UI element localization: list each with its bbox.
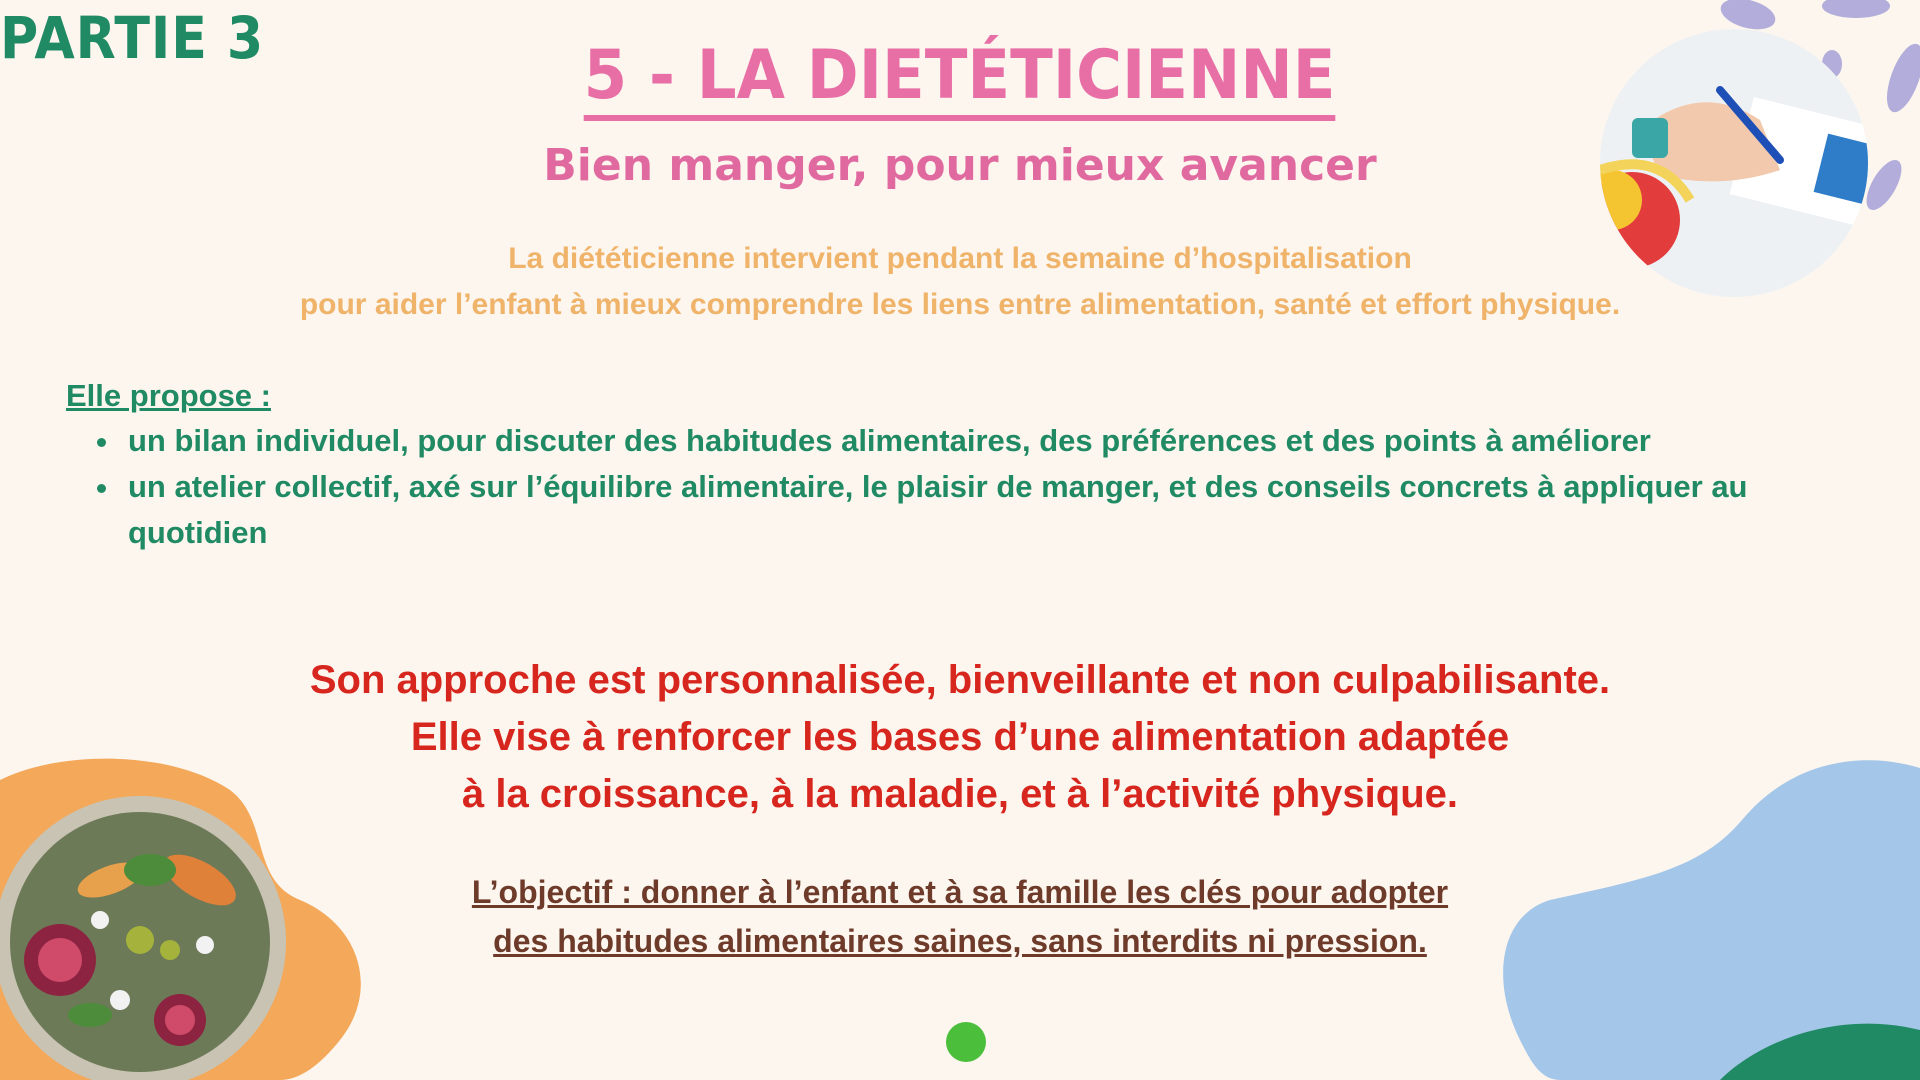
- green-dot-marker: [946, 1022, 986, 1062]
- list-item: • un bilan individuel, pour discuter des habitudes alimentaires, des préférences et des points à améliorer: [122, 418, 1882, 464]
- approach-statement: [0, 652, 1920, 823]
- objective-statement: [0, 868, 1920, 966]
- objective-line-2: des habitudes alimentaires saines, sans interdits ni pression.: [493, 923, 1427, 959]
- approach-line-3: à la croissance, à la maladie, et à l’activité physique.: [461, 772, 1459, 816]
- proposals-label: Elle propose :: [66, 378, 271, 413]
- page-title-text: 5 - LA DIETÉTICIENNE: [584, 37, 1336, 121]
- objective-line-1: L’objectif : donner à l’enfant et à sa famille les clés pour adopter: [471, 874, 1449, 910]
- intro-paragraph: [0, 236, 1920, 328]
- approach-line-2: Elle vise à renforcer les bases d’une alimentation adaptée: [410, 715, 1510, 759]
- list-item: • un atelier collectif, axé sur l’équilibre alimentaire, le plaisir de manger, et des conseils concrets à appliquer au quotidien: [122, 464, 1882, 556]
- approach-line-1: Son approche est personnalisée, bienveillante et non culpabilisante.: [309, 658, 1611, 702]
- proposals-list: [90, 418, 1882, 556]
- intro-line-2: pour aider l’enfant à mieux comprendre les liens entre alimentation, santé et effort physique.: [299, 288, 1621, 321]
- section-label: PARTIE 3: [0, 4, 265, 72]
- page-title: [0, 36, 1920, 121]
- intro-line-1: La diététicienne intervient pendant la semaine d’hospitalisation: [508, 242, 1412, 275]
- page-subtitle: Bien manger, pour mieux avancer: [543, 140, 1377, 191]
